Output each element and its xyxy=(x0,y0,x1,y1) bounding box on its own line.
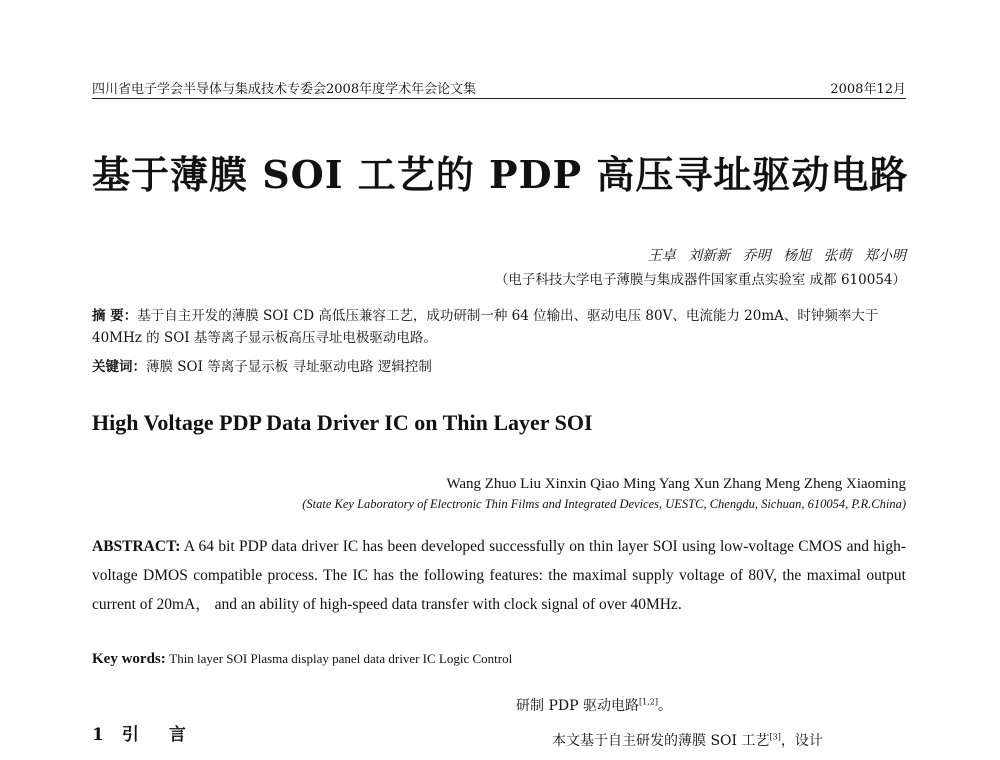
authors-en: Wang Zhuo Liu Xinxin Qiao Ming Yang Xun Zhang Meng Zheng Xiaoming xyxy=(446,476,906,492)
citation-ref: [3] xyxy=(769,732,781,742)
affiliation-en: (State Key Laboratory of Electronic Thin Films and Integrated Devices, UESTC, Chengdu, Sichuan, 610054, P.R.China) xyxy=(302,497,906,511)
affiliation-cn: （电子科技大学电子薄膜与集成器件国家重点实验室 成都 610054） xyxy=(494,272,906,288)
header-date: 2008年12月 xyxy=(830,82,906,97)
abstract-en-text: A 64 bit PDP data driver IC has been developed successfully on thin layer SOI using low-voltage CMOS and high-voltage DMOS compatible process. The IC has the following features: the maximal supply voltage of 80V, the maximal output current of 20mA， and an ability of high-speed data transfer with clock signal of over 40MHz. xyxy=(92,538,906,613)
paper-title-en: High Voltage PDP Data Driver IC on Thin Layer SOI xyxy=(92,410,593,435)
paper-title-cn: 基于薄膜 SOI 工艺的 PDP 高压寻址驱动电路 xyxy=(92,152,909,197)
authors-cn: 王卓 刘新新 乔明 杨旭 张萌 郑小明 xyxy=(647,248,906,264)
abstract-en xyxy=(92,532,906,619)
keywords-cn-text: 薄膜 SOI 等离子显示板 寻址驱动电路 逻辑控制 xyxy=(146,359,432,375)
section-heading-intro xyxy=(92,720,216,745)
abstract-cn-text: 基于自主开发的薄膜 SOI CD 高低压兼容工艺，成功研制一种 64 位输出、驱动电压 80V、电流能力 20mA、时钟频率大于 40MHz 的 SOI 基等离子显示板高压寻址电极驱动电路。 xyxy=(92,308,879,346)
abstract-cn xyxy=(92,305,906,349)
keywords-en-label: Key words: xyxy=(92,651,166,667)
body-text-fragment: 研制 PDP 驱动电路 xyxy=(516,698,639,714)
keywords-cn-label: 关键词： xyxy=(92,359,146,375)
citation-ref: [1,2] xyxy=(638,697,658,707)
keywords-en xyxy=(92,651,512,668)
body-text-line xyxy=(552,730,823,750)
abstract-cn-label: 摘 要： xyxy=(92,308,138,324)
body-text-line xyxy=(516,695,672,715)
body-text-punct: ，设计 xyxy=(780,733,823,749)
keywords-en-text: Thin layer SOI Plasma display panel data driver IC Logic Control xyxy=(169,651,513,666)
body-text-fragment: 本文基于自主研发的薄膜 SOI 工艺 xyxy=(552,733,770,749)
header-proceedings: 四川省电子学会半导体与集成技术专委会2008年度学术年会论文集 xyxy=(92,82,477,97)
body-text-punct: 。 xyxy=(657,698,672,714)
abstract-en-label: ABSTRACT: xyxy=(92,538,181,555)
section-number: 1 xyxy=(92,725,104,745)
section-title: 引言 xyxy=(121,725,216,745)
running-header xyxy=(92,76,906,99)
keywords-cn xyxy=(92,355,906,375)
